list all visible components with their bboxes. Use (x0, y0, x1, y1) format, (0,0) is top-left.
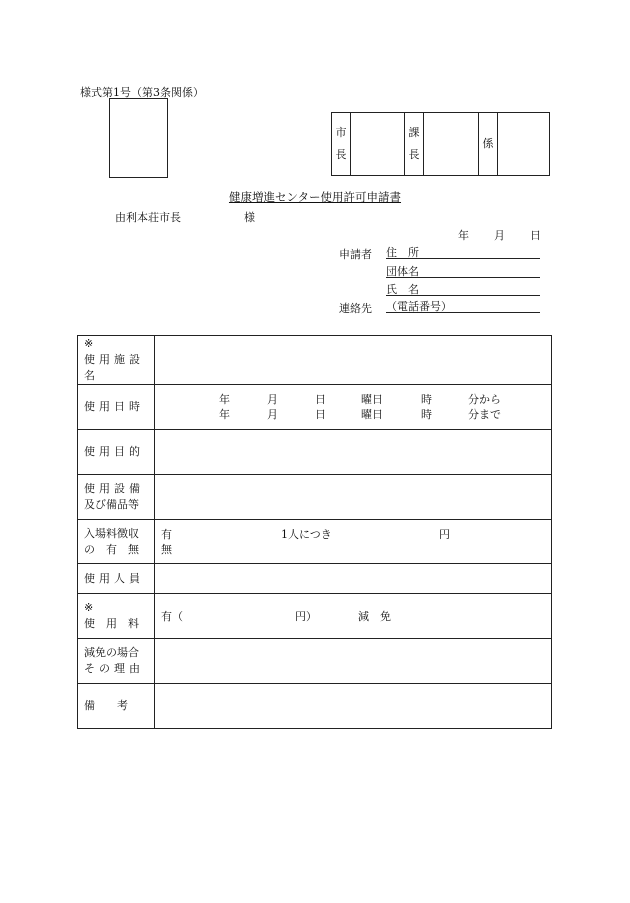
receipt-stamp-box (109, 98, 168, 178)
name-label: 氏 名 (386, 283, 419, 296)
document-title: 健康増進センター使用許可申請書 (228, 190, 402, 204)
staff-seal-cell (498, 113, 550, 176)
exempt-reason-label: 減免の場合 その理由 (78, 639, 155, 684)
remarks-label: 備 考 (78, 684, 155, 729)
address-field[interactable] (386, 244, 540, 259)
organization-label: 団体名 (386, 265, 419, 278)
facility-input[interactable] (155, 336, 552, 385)
remarks-row (78, 684, 552, 729)
facility-label: ※ 使用施設名 (78, 336, 155, 385)
datetime-label: 使用日時 (78, 385, 155, 430)
admission-per-person: 1人につき (281, 527, 332, 541)
name-field[interactable] (386, 281, 540, 296)
application-table (77, 335, 552, 729)
equipment-input[interactable] (155, 475, 552, 520)
fee-exempt[interactable]: 減 免 (358, 610, 391, 623)
facility-row (78, 336, 552, 385)
phone-field[interactable] (386, 298, 540, 313)
form-number: 様式第1号（第3条関係） (80, 86, 204, 99)
datetime-row (78, 385, 552, 430)
exempt-reason-input[interactable] (155, 639, 552, 684)
addressee: 由利本荘市長 (115, 211, 181, 224)
address-label: 住 所 (386, 246, 419, 259)
fee-input[interactable] (155, 594, 552, 639)
mayor-label: 市 長 (332, 113, 351, 176)
purpose-label: 使用目的 (78, 430, 155, 475)
contact-label: 連絡先 (339, 302, 372, 315)
exempt-reason-row (78, 639, 552, 684)
admission-row (78, 520, 552, 564)
admission-input[interactable] (155, 520, 552, 564)
date-day: 日 (530, 229, 541, 242)
equipment-row (78, 475, 552, 520)
people-input[interactable] (155, 564, 552, 594)
datetime-input[interactable] (155, 385, 552, 430)
fee-yes[interactable]: 有（ (161, 610, 183, 623)
fee-row (78, 594, 552, 639)
people-row (78, 564, 552, 594)
fee-yen: 円） (295, 610, 317, 623)
date-month: 月 (494, 229, 505, 242)
date-year: 年 (458, 229, 469, 242)
staff-label: 係 (479, 113, 498, 176)
section-chief-label: 課 長 (405, 113, 424, 176)
people-label: 使用人員 (78, 564, 155, 594)
admission-label: 入場料徴収 の 有 無 (78, 520, 155, 564)
admission-yes[interactable]: 有 (161, 527, 172, 541)
organization-field[interactable] (386, 263, 540, 278)
honorific: 様 (244, 211, 255, 224)
section-chief-seal-cell (424, 113, 479, 176)
phone-label: （電話番号） (386, 300, 452, 313)
equipment-label: 使用設備 及び備品等 (78, 475, 155, 520)
applicant-label: 申請者 (339, 248, 372, 261)
purpose-input[interactable] (155, 430, 552, 475)
purpose-row (78, 430, 552, 475)
remarks-input[interactable] (155, 684, 552, 729)
datetime-to: 年 月 日 曜日 時 分まで (219, 408, 501, 421)
admission-yen: 円 (439, 527, 450, 541)
admission-no[interactable]: 無 (161, 542, 172, 556)
mayor-seal-cell (351, 113, 405, 176)
fee-label: ※ 使 用 料 (78, 594, 155, 639)
datetime-from: 年 月 日 曜日 時 分から (219, 393, 501, 406)
approval-table (331, 112, 550, 176)
